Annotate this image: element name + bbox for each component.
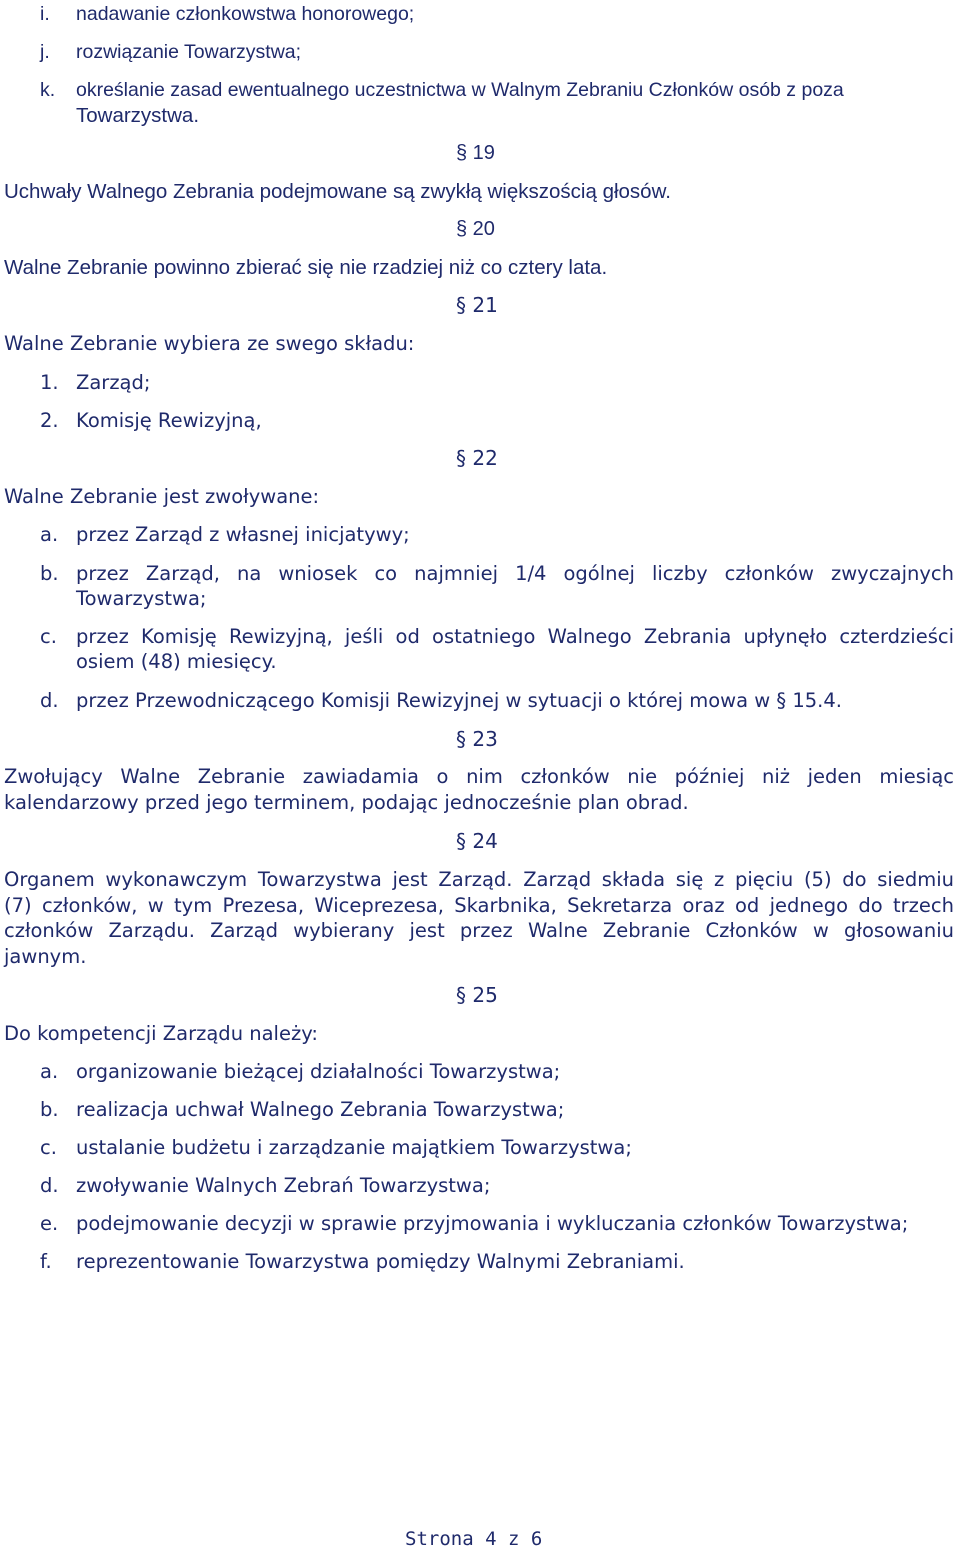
paragraph-line: (7) członków, w tym Prezesa, Wiceprezesa, Skarbnika, Sekretarza oraz od jednego do trzech (4, 893, 954, 917)
list-text: ustalanie budżetu i zarządzanie majątkiem Towarzystwa; (76, 1136, 632, 1159)
paragraph-line: Zwołujący Walne Zebranie zawiadamia o nim członków nie później niż jeden miesiąc (4, 765, 954, 788)
page-footer: Strona 4 z 6 (405, 1528, 543, 1550)
list-text: nadawanie członkowstwa honorowego; (76, 3, 415, 25)
list-text: rozwiązanie Towarzystwa; (76, 41, 302, 63)
list-label: i. (40, 3, 50, 25)
list-text: Komisję Rewizyjną, (76, 409, 262, 432)
section-heading: § 20 (456, 218, 495, 240)
list-label: 2. (40, 409, 59, 432)
paragraph-line: kalendarzowy przed jego terminem, podając jednocześnie plan obrad. (4, 790, 689, 814)
list-text: określanie zasad ewentualnego uczestnictwa w Walnym Zebraniu Członków osób z poza (76, 79, 844, 101)
list-text-continuation: osiem (48) miesięcy. (76, 650, 277, 673)
list-text: realizacja uchwał Walnego Zebrania Towarzystwa; (76, 1098, 565, 1121)
section-heading: § 23 (456, 727, 498, 751)
list-text: przez Przewodniczącego Komisji Rewizyjnej w sytuacji o której mowa w § 15.4. (76, 689, 842, 712)
list-text: przez Zarząd, na wniosek co najmniej 1/4 ogólnej liczby członków zwyczajnych (76, 562, 954, 585)
section-text: Do kompetencji Zarządu należy: (4, 1022, 318, 1045)
section-heading: § 25 (456, 983, 498, 1007)
list-text: przez Zarząd z własnej inicjatywy; (76, 523, 410, 546)
list-label: b. (40, 562, 59, 585)
list-label: e. (40, 1212, 59, 1235)
list-label: d. (40, 1174, 59, 1197)
section-paragraph (4, 764, 954, 815)
list-label: c. (40, 1136, 57, 1159)
list-label: f. (40, 1250, 52, 1273)
section-paragraph (4, 867, 954, 969)
list-label: k. (40, 79, 56, 101)
list-label: b. (40, 1098, 59, 1121)
list-text-continuation: Towarzystwa; (76, 587, 207, 610)
list-label: 1. (40, 371, 59, 394)
list-text: zwoływanie Walnych Zebrań Towarzystwa; (76, 1174, 491, 1197)
list-text: reprezentowanie Towarzystwa pomiędzy Walnymi Zebraniami. (76, 1250, 685, 1273)
list-text: podejmowanie decyzji w sprawie przyjmowania i wykluczania członków Towarzystwa; (76, 1212, 909, 1235)
paragraph-line: Organem wykonawczym Towarzystwa jest Zarząd. Zarząd składa się z pięciu (5) do siedmiu (4, 868, 954, 891)
section-text: Walne Zebranie wybiera ze swego składu: (4, 332, 415, 355)
list-text: organizowanie bieżącej działalności Towarzystwa; (76, 1060, 561, 1083)
section-heading: § 24 (456, 829, 498, 853)
list-label: j. (40, 41, 50, 63)
paragraph-line: członków Zarządu. Zarząd wybierany jest przez Walne Zebranie Członków w głosowaniu (4, 919, 954, 942)
list-label: a. (40, 523, 59, 546)
list-label: d. (40, 689, 59, 712)
section-text: Walne Zebranie powinno zbierać się nie rzadziej niż co cztery lata. (4, 256, 608, 279)
list-text: przez Komisję Rewizyjną, jeśli od ostatniego Walnego Zebrania upłynęło czterdzieści (76, 625, 954, 648)
section-text: Walne Zebranie jest zwoływane: (4, 485, 320, 508)
section-text: Uchwały Walnego Zebrania podejmowane są zwykłą większością głosów. (4, 180, 671, 203)
list-text-continuation: Towarzystwa. (76, 104, 200, 127)
section-heading: § 22 (456, 446, 498, 470)
list-label: a. (40, 1060, 59, 1083)
list-label: c. (40, 625, 57, 648)
section-heading: § 19 (456, 142, 495, 164)
section-heading: § 21 (456, 293, 498, 317)
paragraph-line: jawnym. (4, 944, 87, 968)
list-text: Zarząd; (76, 371, 151, 394)
